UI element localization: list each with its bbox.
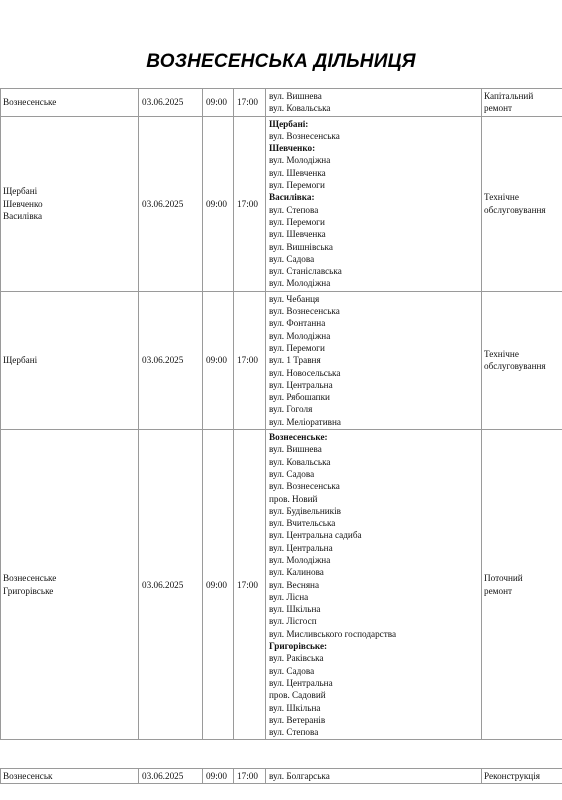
street-name: вул. Вчительська [269, 518, 336, 529]
street-name: вул. Лісгосп [269, 616, 317, 627]
street-name: вул. Вознесенська [269, 481, 340, 492]
street-name: вул. Ковальська [269, 456, 331, 467]
work-type-text: Реконструкція [484, 771, 541, 781]
street-name: вул. Молодіжна [269, 278, 331, 289]
street-name: вул. Ковальська [269, 103, 331, 114]
street-name: вул. Садова [269, 253, 315, 264]
settlement-name: Вознесенське [3, 573, 57, 584]
start-time-cell: 09:00 [203, 89, 234, 117]
schedule-table [0, 88, 562, 740]
settlement-name: Щербані [3, 186, 38, 197]
street-name: пров. Садовий [269, 690, 326, 701]
settlement-name: Григорівське [3, 585, 54, 596]
settlement-name: Шевченко [3, 198, 43, 209]
end-time-cell: 17:00 [234, 116, 266, 291]
street-name: вул. Лісна [269, 591, 309, 602]
streets-cell [266, 769, 482, 784]
settlement-cell [1, 116, 139, 291]
street-name: вул. Перемоги [269, 216, 325, 227]
settlement-cell [1, 89, 139, 117]
street-name: вул. Чебанця [269, 293, 320, 304]
schedule-table-body [1, 89, 562, 740]
date-cell: 03.06.2025 [139, 769, 203, 784]
settlement-name: Вознесенськ [3, 771, 53, 781]
date-cell: 03.06.2025 [139, 116, 203, 291]
street-name: вул. Болгарська [269, 771, 330, 781]
street-name: вул. Меліоративна [269, 416, 341, 427]
street-name: вул. Садова [269, 468, 315, 479]
street-name: вул. Шкільна [269, 604, 321, 615]
table-row [1, 430, 562, 740]
street-name: вул. Фонтанна [269, 318, 326, 329]
work-type-cell [482, 116, 562, 291]
street-name: вул. Центральна [269, 542, 333, 553]
street-name: пров. Новий [269, 493, 318, 504]
street-name: вул. Молодіжна [269, 330, 331, 341]
work-type-text: обслуговування [484, 204, 546, 215]
work-type-text: Капітальний [484, 91, 534, 101]
page-title: ВОЗНЕСЕНСЬКА ДІЛЬНИЦЯ [146, 51, 416, 72]
end-time-cell: 17:00 [234, 430, 266, 740]
street-name: вул. Перемоги [269, 180, 325, 191]
street-name: вул. Вишнева [269, 91, 322, 101]
streets-cell [266, 291, 482, 429]
start-time-cell: 09:00 [203, 291, 234, 429]
street-name: вул. Вишнева [269, 444, 322, 455]
street-name: вул. Рябошапки [269, 392, 330, 403]
streets-cell [266, 116, 482, 291]
work-type-text: Технічне [484, 349, 519, 360]
street-name: вул. Весняна [269, 579, 320, 590]
date-cell: 03.06.2025 [139, 291, 203, 429]
settlement-cell [1, 291, 139, 429]
end-time-cell: 17:00 [234, 769, 266, 784]
street-name: вул. Мисливського господарства [269, 628, 397, 639]
settlement-heading: Шевченко: [269, 143, 316, 154]
settlement-name: Василівка [3, 210, 43, 221]
end-time-cell: 17:00 [234, 291, 266, 429]
streets-cell [266, 89, 482, 117]
street-name: вул. Молодіжна [269, 554, 331, 565]
street-name: вул. Шевченка [269, 229, 326, 240]
street-name: вул. Раківська [269, 653, 324, 664]
street-name: вул. Шевченка [269, 167, 326, 178]
street-name: вул. 1 Травня [269, 355, 321, 366]
street-name: вул. Гоголя [269, 404, 313, 415]
work-type-text: ремонт [484, 585, 513, 596]
schedule-table-continued [0, 768, 562, 784]
start-time-cell: 09:00 [203, 769, 234, 784]
end-time-cell: 17:00 [234, 89, 266, 117]
table-row [1, 769, 562, 784]
street-name: вул. Степова [269, 204, 319, 215]
work-type-text: Технічне [484, 192, 519, 203]
table-row [1, 291, 562, 429]
work-type-text: Поточний [484, 573, 523, 584]
street-name: вул. Станіславська [269, 266, 342, 277]
streets-cell [266, 430, 482, 740]
work-type-cell [482, 89, 562, 117]
work-type-text: обслуговування [484, 361, 546, 372]
table-row [1, 89, 562, 117]
street-name: вул. Вознесенська [269, 306, 340, 317]
street-name: вул. Вознесенська [269, 130, 340, 141]
settlement-cell [1, 769, 139, 784]
street-name: вул. Вишнівська [269, 241, 333, 252]
street-name: вул. Центральна [269, 379, 333, 390]
work-type-cell [482, 430, 562, 740]
work-type-text: ремонт [484, 103, 513, 114]
street-name: вул. Перемоги [269, 342, 325, 353]
settlement-cell [1, 430, 139, 740]
start-time-cell: 09:00 [203, 430, 234, 740]
street-name: вул. Садова [269, 665, 315, 676]
street-name: вул. Молодіжна [269, 155, 331, 166]
street-name: вул. Центральна [269, 677, 333, 688]
street-name: вул. Будівельників [269, 505, 342, 516]
street-name: вул. Шкільна [269, 702, 321, 713]
schedule-table-continued-body [1, 769, 562, 784]
settlement-name: Вознесенське [3, 97, 57, 108]
settlement-heading: Василівка: [269, 192, 315, 203]
date-cell: 03.06.2025 [139, 430, 203, 740]
work-type-cell [482, 769, 562, 784]
street-name: вул. Калинова [269, 567, 324, 578]
street-name: вул. Степова [269, 727, 319, 738]
date-cell: 03.06.2025 [139, 89, 203, 117]
settlement-heading: Вознесенське: [269, 432, 328, 443]
street-name: вул. Центральна садиба [269, 530, 362, 541]
table-row [1, 116, 562, 291]
start-time-cell: 09:00 [203, 116, 234, 291]
settlement-heading: Григорівське: [269, 641, 328, 652]
street-name: вул. Ветеранів [269, 714, 326, 725]
settlement-name: Щербані [3, 355, 38, 366]
street-name: вул. Новосельська [269, 367, 341, 378]
work-type-cell [482, 291, 562, 429]
settlement-heading: Щербані: [269, 118, 309, 129]
